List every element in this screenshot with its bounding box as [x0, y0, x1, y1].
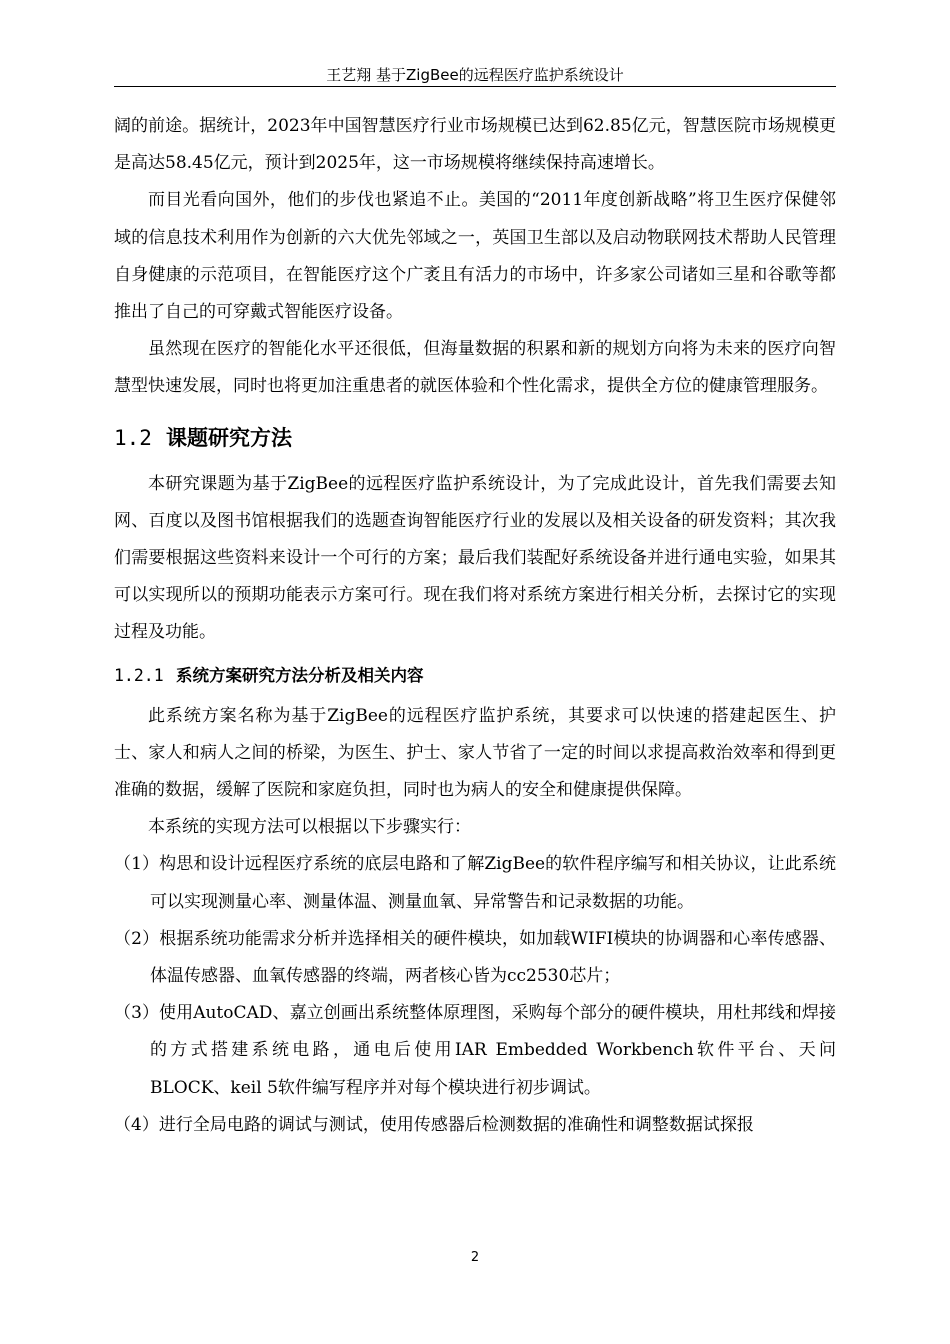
paragraph-continued: 阔的前途。据统计，2023年中国智慧医疗行业市场规模已达到62.85亿元，智慧医院市场规模更是高达58.45亿元，预计到2025年，这一市场规模将继续保持高速增长。	[114, 116, 836, 174]
section-heading	[114, 424, 836, 452]
header-rule	[114, 86, 836, 87]
list-item: （4）进行全局电路的调试与测试，使用传感器后检测数据的准确性和调整数据试探报	[114, 1114, 754, 1135]
list-item: （3）使用AutoCAD、嘉立创画出系统整体原理图，采购每个部分的硬件模块，用杜邦线和焊接的方式搭建系统电路，通电后使用IAR Embedded Workbench软件平台、天问BLOCK、keil 5软件编写程序并对每个模块进行初步调试。	[114, 1003, 836, 1098]
subsection-title: 系统方案研究方法分析及相关内容	[176, 665, 424, 685]
paragraph-abroad: 而目光看向国外，他们的步伐也紧追不止。美国的“2011年度创新战略”将卫生医疗保健邻域的信息技术利用作为创新的六大优先邻域之一，英国卫生部以及启动物联网技术帮助人民管理自身健康的示范项目，在智能医疗这个广袤且有活力的市场中，许多家公司诸如三星和谷歌等都推出了自己的可穿戴式智能医疗设备。	[114, 190, 836, 323]
list-item: （1）构思和设计远程医疗系统的底层电路和了解ZigBee的软件程序编写和相关协议，让此系统可以实现测量心率、测量体温、测量血氧、异常警告和记录数据的功能。	[114, 854, 836, 912]
subsection-heading	[114, 664, 836, 688]
paragraph-method: 本研究课题为基于ZigBee的远程医疗监护系统设计，为了完成此设计，首先我们需要去知网、百度以及图书馆根据我们的选题查询智能医疗行业的发展以及相关设备的研发资料；其次我们需要根据这些资料来设计一个可行的方案；最后我们装配好系统设备并进行通电实验，如果其可以实现所以的预期功能表示方案可行。现在我们将对系统方案进行相关分析，去探讨它的实现过程及功能。	[114, 473, 836, 643]
paragraph-system-scheme: 此系统方案名称为基于ZigBee的远程医疗监护系统，其要求可以快速的搭建起医生、护士、家人和病人之间的桥梁，为医生、护士、家人节省了一定的时间以求提高救治效率和得到更准确的数据，缓解了医院和家庭负担，同时也为病人的安全和健康提供保障。	[114, 705, 836, 801]
page-number: 2	[470, 1250, 480, 1265]
paragraph-steps-intro: 本系统的实现方法可以根据以下步骤实行：	[148, 817, 471, 838]
running-header: 王艺翔 基于ZigBee的远程医疗监护系统设计	[326, 66, 624, 84]
body-text	[114, 108, 836, 1144]
section-number: 1.2	[114, 425, 152, 450]
subsection-number: 1.2.1	[114, 665, 164, 685]
paragraph-outlook: 虽然现在医疗的智能化水平还很低，但海量数据的积累和新的规划方向将为未来的医疗向智慧型快速发展，同时也将更加注重患者的就医体验和个性化需求，提供全方位的健康管理服务。	[114, 339, 836, 397]
list-item: （2）根据系统功能需求分析并选择相关的硬件模块，如加载WIFI模块的协调器和心率传感器、体温传感器、血氧传感器的终端，两者核心皆为cc2530芯片；	[114, 928, 836, 987]
section-title: 课题研究方法	[166, 424, 292, 450]
